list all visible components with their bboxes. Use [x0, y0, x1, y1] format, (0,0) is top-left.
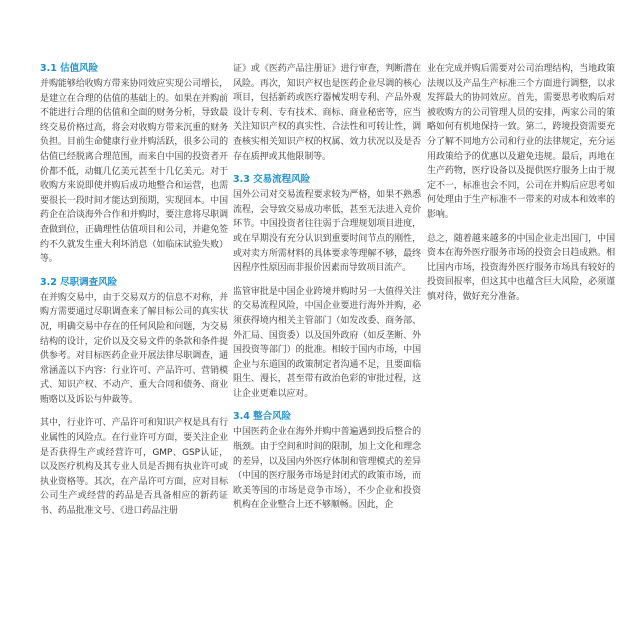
spacer: [233, 276, 421, 285]
section-heading-integration-risk: 3.4 整合风险: [233, 411, 292, 423]
spacer: [40, 407, 228, 416]
section-heading-due-diligence-risk: 3.2 尽职调查风险: [40, 276, 118, 288]
paragraph-transaction-process-risk: 国外公司对交易流程要求较为严格，如果不熟悉流程，会导致交易成功率低，甚至无法进入竞价环节。中国投资者往往弱于合理规划项目进度，或在早期没有充分认识到重要时间节点的刚性，或对卖方所需材料的具体要求等理解不够，最终因程序性原因而非报价因素而导致项目流产。: [233, 190, 421, 274]
section-heading-valuation-risk: 3.1 估值风险: [40, 63, 99, 74]
column-right: [427, 62, 615, 305]
spacer: [233, 164, 421, 173]
column-left: [40, 62, 228, 519]
column-middle: [233, 62, 421, 513]
spacer: [40, 267, 228, 276]
paragraph-licensing-risk: 其中，行业许可、产品许可和知识产权是具有行业属性的风险点。在行业许可方面，要关注企业是否获得生产或经营许可，GMP、GSP认证，以及医疗机构及其专业人员是否拥有执业许可或执业资格等。其次，在产品许可方面，应对目标公司生产或经营的药品是否具备相应的新药证书、药品批准文号、《进口药品注册: [40, 418, 228, 517]
spacer: [427, 223, 615, 232]
paragraph-regulatory-approval: 监管审批是中国企业跨境并购时另一大值得关注的交易流程风险，中国企业要进行海外并购，必须获得境内相关主管部门（如发改委、商务部、外汇局、国资委）以及国外政府（如反垄断、外国投资等部门）的批准。相较于国内市场，中国企业与东道国的政策制定者沟通不足，且要面临阻生、漫长，甚至带有政治色彩的审批过程，这让企业更难以应对。: [233, 286, 421, 399]
paragraph-post-merger-adjustment: 业在完成并购后需要对公司治理结构，当地政策法规以及产品生产标准三个方面进行调整，以求发挥最大的协同效应。首先，需要思考收购后对被收购方的公司管理人员的安排，两家公司的策略如何有机地保持一致。第二，跨境投资需要充分了解不同地方公司和行业的法律规定，充分运用政策给予的优惠以及避免违规。最后，再地在生产药物，医疗设备以及提供医疗服务上由于规定不一，标准也会不同，公司在并购后应思考如何处理由于生产标准不一带来的对成本和效率的影响。: [427, 64, 615, 220]
spacer: [233, 401, 421, 410]
paragraph-conclusion: 总之，随着越来越多的中国企业走出国门，中国资本在海外医疗服务市场的投资会日趋成熟。相比国内市场，投资海外医疗服务市场具有较好的投资回报率，但这其中也蕴含巨大风险，必须谨慎对待，做好充分准备。: [427, 233, 615, 302]
paragraph-due-diligence-risk: 在并购交易中，由于交易双方的信息不对称，并购方需要通过尽职调查来了解目标公司的真实状况，明确交易中存在的任何风险和问题，为交易结构的设计，定价以及交易文件的条款和条件提供参考。对目标医药企业开展法律尽职调查，通常涵盖以下内容：行业许可、产品许可、营销模式、知识产权、不动产、重大合同和债务、商业贿赂以及诉讼与仲裁等。: [40, 292, 228, 405]
paragraph-valuation-risk: 并购能够给收购方带来协同效应实现公司增长，是建立在合理的估值的基础上的。如果在并购前不能进行合理的估值和全面的财务分析，导致最终交易价格过高，将会对收购方带来沉重的财务负担。目前生命健康行业并购活跃，很多公司的估值已经脱离合理范围，而来自中国的投资者开价都不低，动辄几亿美元甚至十几亿美元。对于收购方来说即使并购后成功地整合和运营，也需要很长一段时间才能达到预期，实现回本。中国药企在洽谈海外合作和并购时，要注意将尽职调查做到位，正确理性估值项目和公司，并避免签约不久就发生重大利坏消息（如临床试验失败）等。: [40, 79, 228, 265]
paragraph-integration-risk: 中国医药企业在海外并购中普遍遇到投后整合的瓶颈。由于空间和时间的限制，加上文化和理念的差异，以及国内外医疗体制和管理模式的差异（中国的医疗服务市场是封闭式的政策市场，而欧美等国的市场是竞争市场），不少企业和投资机构在企业整合上还不够顺畅。因此，企: [233, 427, 421, 511]
section-heading-transaction-process-risk: 3.3 交易流程风险: [233, 174, 311, 186]
paragraph-ip-review: 证》或《医药产品注册证》进行审查，判断潜在风险。再次，知识产权也是医药企业尽调的核心项目，包括新药或医疗器械发明专利、产品外观设计专利、专有技术、商标、商业秘密等，应当关注知识产权的真实性、合法性和可转让性，调查核实相关知识产权的权属、效力状况以及是否存在质押或其他限制等。: [233, 64, 421, 162]
